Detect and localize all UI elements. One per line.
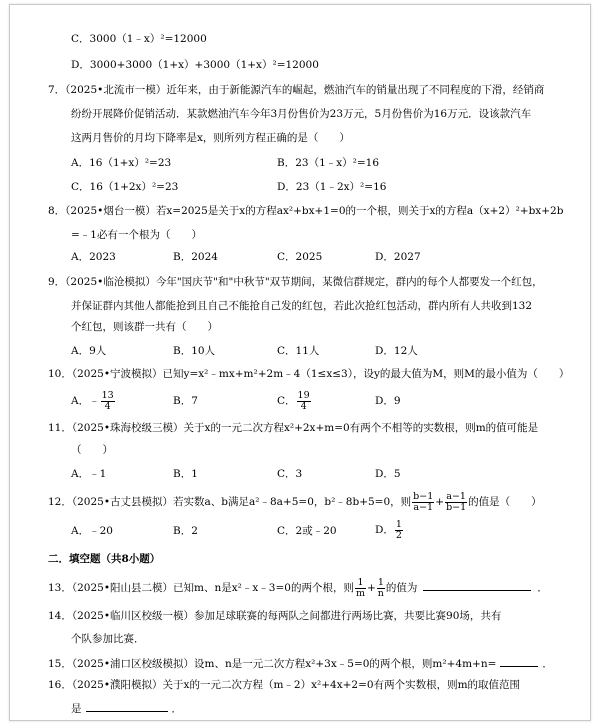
q10-option-c-prefix: C．: [277, 395, 296, 407]
q15-period: ．: [542, 658, 553, 670]
q12-option-d-prefix: D．: [375, 524, 394, 536]
fraction-denominator: b−1: [446, 501, 467, 513]
q14-stem-line1: 14．（2025•临川区校级一模）参加足球联赛的每两队之间都进行两场比赛，共要比赛90场，共有: [48, 610, 502, 622]
q7-stem-line2: 纷纷开展降价促销活动．某款燃油汽车今年3月份售价为23万元，5月份售价为16万元．设该款汽车: [71, 108, 532, 120]
q16-answer-blank[interactable]: [86, 700, 168, 712]
q16-stem-line1: 16．（2025•濮阳模拟）关于x的一元二次方程（m﹣2）x²+4x+2=0有两个实数根，则m的取值范围: [48, 679, 521, 691]
fraction-numerator: 1: [377, 576, 384, 588]
q15-stem-text: 15．（2025•浦口区校级模拟）设m、n是一元二次方程x²+3x﹣5=0的两个根，则m²+4m+n=: [48, 658, 497, 670]
fraction-numerator: b−1: [413, 490, 434, 502]
q7-option-c: C．16（1+2x）²=23: [71, 181, 179, 193]
q10-option-d: D．9: [375, 395, 401, 407]
q12-fraction-2: [445, 492, 467, 513]
q16-stem-line2: [71, 700, 182, 716]
q8-option-d: D．2027: [375, 251, 421, 263]
q10-option-a: [71, 390, 116, 412]
q14-stem-line2: 个队参加比赛．: [71, 633, 145, 645]
q16-period: ．: [171, 703, 182, 715]
q8-option-a: A．2023: [71, 251, 116, 263]
q9-option-a: A．9人: [71, 345, 107, 357]
q10-option-c: [277, 390, 312, 412]
fraction-denominator: 4: [104, 400, 111, 412]
q9-stem-line3: 个红包，则该群一共有（ ）: [71, 321, 218, 333]
q15-stem: [48, 655, 553, 671]
q9-option-b: B．10人: [173, 345, 216, 357]
fraction-numerator: a−1: [446, 490, 466, 502]
q11-option-d: D．5: [375, 468, 401, 480]
q12-option-a: A．﹣20: [71, 525, 113, 537]
q13-stem-text: 13．（2025•阳山县二模）已知m、n是x²﹣x﹣3=0的两个根，则: [48, 582, 354, 594]
q13-stem-tail: 的值为: [385, 582, 418, 594]
q6-option-c: C．3000（1﹣x）²=12000: [71, 33, 207, 45]
q10-option-a-prefix: A．﹣: [71, 395, 100, 407]
q12-option-b: B．2: [173, 525, 198, 537]
q11-stem-line2: （ ）: [71, 444, 113, 456]
q13-fraction-1: [355, 578, 366, 599]
q13-period: ．: [537, 582, 548, 594]
q12-option-d-fraction: [395, 520, 403, 541]
q9-stem-line2: 并保证群内其他人都能抢到且自己不能抢自己发的红包，若此次抢红包活动，群内所有人共收到132: [71, 300, 533, 312]
q8-stem-line1: 8．（2025•烟台一模）若x=2025是关于x的方程ax²+bx+1=0的一个根，则关于x的方程a（x+2）²+bx+2b: [48, 205, 564, 217]
fraction-numerator: 13: [101, 389, 114, 401]
q7-option-d: D．23（1﹣2x）²=16: [277, 181, 387, 193]
q7-option-b: B．23（1﹣x）²=16: [277, 157, 380, 169]
q8-stem-line2: =﹣1必有一个根为（ ）: [71, 229, 202, 241]
fraction-denominator: 2: [395, 529, 402, 541]
fraction-denominator: 4: [300, 400, 307, 412]
q12-stem-text: 12．（2025•古丈县模拟）若实数a、b满足a²﹣8a+5=0，b²﹣8b+5=0，则: [48, 496, 412, 508]
q9-option-d: D．12人: [375, 345, 418, 357]
q11-stem-line1: 11．（2025•珠海校级三模）关于x的一元二次方程x²+2x+m=0有两个不相等的实数根，则m的值可能是: [48, 422, 539, 434]
q8-option-c: C．2025: [277, 251, 323, 263]
fraction-numerator: 1: [395, 518, 402, 530]
q12-option-c: C．2或﹣20: [277, 525, 337, 537]
q10-option-b: B．7: [173, 395, 198, 407]
q16-stem-text: 是: [71, 703, 82, 715]
q6-option-d: D．3000+3000（1+x）+3000（1+x）²=12000: [71, 59, 319, 71]
fraction-numerator: 19: [297, 389, 310, 401]
q10-stem: 10．（2025•宁波模拟）已知y=x²﹣mx+m²+2m﹣4（1≤x≤3），设y的最大值为M，则M的最小值为（ ）: [48, 368, 570, 380]
q15-answer-blank[interactable]: [500, 655, 538, 667]
q12-stem: [48, 490, 542, 514]
q11-option-a: A．﹣1: [71, 468, 107, 480]
fraction-denominator: a−1: [413, 501, 434, 513]
q7-stem-line3: 这两月售价的月均下降率是x，则所列方程正确的是（ ）: [71, 132, 350, 144]
q12-option-d: [375, 518, 404, 542]
q9-option-c: C．11人: [277, 345, 320, 357]
q13-answer-blank[interactable]: [423, 579, 531, 591]
q10-option-c-fraction: [297, 391, 311, 412]
section-title-fill-in: 二．填空题（共8小题）: [48, 553, 161, 565]
q12-fraction-1: [412, 492, 434, 513]
q9-stem-line1: 9．（2025•临沧模拟）今年"国庆节"和"中秋节"双节期间，某微信群规定，群内的每个人都要发一个红包，: [48, 276, 543, 288]
q11-option-c: C．3: [277, 468, 303, 480]
fraction-denominator: m: [355, 587, 365, 599]
q12-stem-tail: 的值是（ ）: [468, 496, 542, 508]
q13-stem: [48, 576, 548, 600]
q11-option-b: B．1: [173, 468, 198, 480]
q13-fraction-2: [377, 578, 385, 599]
document-page: [9, 4, 591, 721]
plus-sign: +: [366, 582, 376, 594]
q8-option-b: B．2024: [173, 251, 218, 263]
q7-option-a: A．16（1+x）²=23: [71, 157, 172, 169]
plus-sign: +: [435, 496, 445, 508]
fraction-denominator: n: [377, 587, 384, 599]
q10-option-a-fraction: [101, 391, 115, 412]
fraction-numerator: 1: [355, 578, 366, 589]
q7-stem-line1: 7．（2025•北流市一模）近年来，由于新能源汽车的崛起，燃油汽车的销量出现了不同程度的下滑，经销商: [48, 84, 545, 96]
